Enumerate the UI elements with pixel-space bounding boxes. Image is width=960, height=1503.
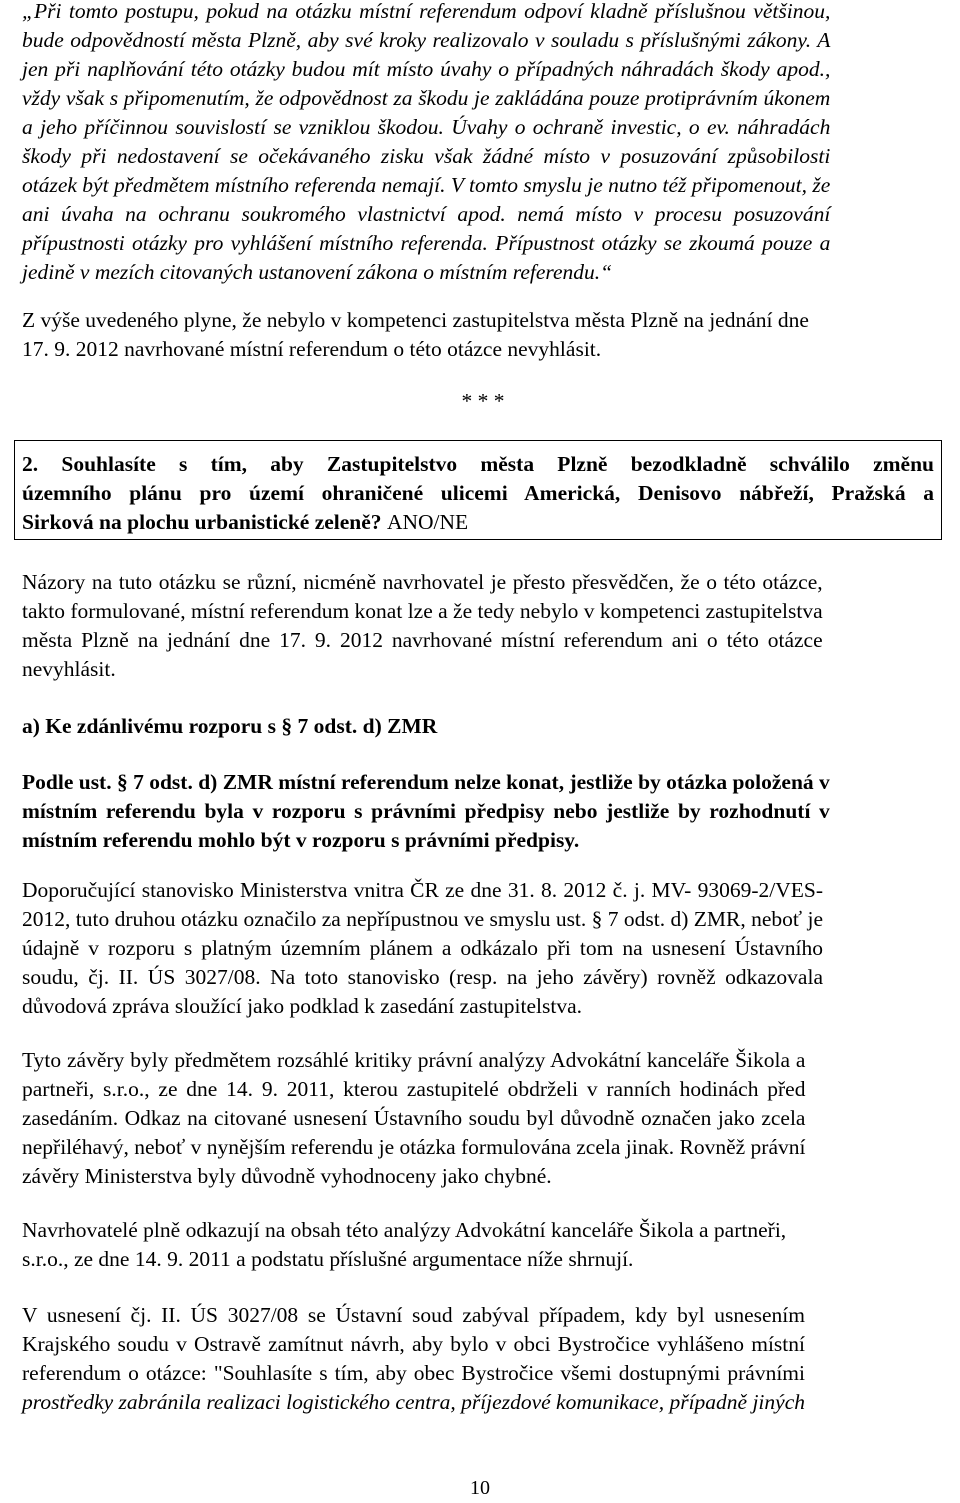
text-line: vždy však s připomenutím, že odpovědnost za škodu je zakládána pouze protiprávním úkonem <box>22 86 831 110</box>
text-line: partneři, s.r.o., ze dne 14. 9. 2011, kterou zastupitelé obdrželi v ranních hodinách před <box>22 1077 806 1101</box>
opinion-paragraph <box>22 568 823 684</box>
text-line: Krajského soudu v Ostravě zamítnut návrh, aby bylo v obci Bystročice vyhlášeno místní <box>22 1332 805 1356</box>
text-line: 2012, tuto druhou otázku označilo za nepřípustnou ve smyslu ust. § 7 odst. d) ZMR, neboť je <box>22 907 823 931</box>
text-line: údajně v rozporu s platným územním plánem a odkázalo při tom na usnesení Ústavního <box>22 936 823 960</box>
referendum-question-box <box>14 440 942 540</box>
text-line: otázek být předmětem místního referenda nemají. V tomto smyslu je nutno též připomenout, že <box>22 173 831 197</box>
text-line: prostředky zabránila realizaci logistického centra, příjezdové komunikace, případně jiných <box>22 1390 805 1414</box>
text-line: V usnesení čj. II. ÚS 3027/08 se Ústavní soud zabýval případem, kdy byl usnesením <box>22 1303 805 1327</box>
question-text: Sirková na plochu urbanistické zeleně? <box>22 510 382 534</box>
section-separator: * * * <box>461 389 505 413</box>
text-line: města Plzně na jednání dne 17. 9. 2012 navrhované místní referendum ani o této otázce <box>22 628 823 652</box>
statute-paragraph <box>22 768 830 855</box>
court-ruling-paragraph <box>22 1301 805 1417</box>
question-answer-options: ANO/NE <box>386 510 469 534</box>
question-line: územního plánu pro území ohraničené ulicemi Americká, Denisovo nábřeží, Pražská a <box>22 481 934 505</box>
question-line: 2. Souhlasíte s tím, aby Zastupitelstvo města Plzně bezodkladně schválilo změnu <box>22 452 934 476</box>
text-line: Tyto závěry byly předmětem rozsáhlé kritiky právní analýzy Advokátní kanceláře Šikola a <box>22 1048 806 1072</box>
quoted-paragraph <box>22 0 830 287</box>
text-line: zasedáním. Odkaz na citované usnesení Ústavního soudu byl důvodně označen jako zcela <box>22 1106 806 1130</box>
text-line: jen při naplňování této otázky budou mít místo úvahy o případných náhradách škody apod., <box>22 57 831 81</box>
ministry-opinion-paragraph <box>22 876 823 1021</box>
text-line: místním referendu byla v rozporu s právními předpisy nebo jestliže by rozhodnutí v <box>22 799 830 823</box>
page-number: 10 <box>470 1477 490 1499</box>
text-line: s.r.o., ze dne 14. 9. 2011 a podstatu příslušné argumentace níže shrnují. <box>22 1247 634 1271</box>
text-line: Podle ust. § 7 odst. d) ZMR místní referendum nelze konat, jestliže by otázka položená v <box>22 770 830 794</box>
section-heading: a) Ke zdánlivému rozporu s § 7 odst. d) ZMR <box>22 714 438 738</box>
text-line: bude odpovědností města Plzně, aby své kroky realizovalo v souladu s příslušnými zákony. A <box>22 28 831 52</box>
text-line: takto formulované, místní referendum konat lze a že tedy nebylo v kompetenci zastupitelstva <box>22 599 823 623</box>
text-line: nevyhlásit. <box>22 657 116 681</box>
text-line: nepřiléhavý, neboť v nynějším referendu je otázka formulována zcela jinak. Rovněž právní <box>22 1135 806 1159</box>
reference-paragraph <box>22 1216 786 1274</box>
text-line: „Při tomto postupu, pokud na otázku místní referendum odpoví kladně příslušnou většinou, <box>22 0 831 23</box>
text-line: jedině v mezích citovaných ustanovení zákona o místním referendu.“ <box>22 260 613 284</box>
text-line: důvodová zpráva sloužící jako podklad k zasedání zastupitelstva. <box>22 994 583 1018</box>
text-line: Z výše uvedeného plyne, že nebylo v kompetenci zastupitelstva města Plzně na jednání dne <box>22 308 809 332</box>
critique-paragraph <box>22 1046 805 1191</box>
text-line: závěry Ministerstva byly důvodně vyhodnoceny jako chybné. <box>22 1164 552 1188</box>
text-line: ani úvaha na ochranu soukromého vlastnictví apod. nemá místo v procesu posuzování <box>22 202 831 226</box>
text-line: Doporučující stanovisko Ministerstva vnitra ČR ze dne 31. 8. 2012 č. j. MV- 93069-2/VES- <box>22 878 823 902</box>
text-line: Názory na tuto otázku se různí, nicméně navrhovatel je přesto přesvědčen, že o této otázce, <box>22 570 823 594</box>
conclusion-paragraph <box>22 306 809 364</box>
text-line: místním referendu mohlo být v rozporu s právními předpisy. <box>22 828 580 852</box>
text-line: referendum o otázce: "Souhlasíte s tím, aby obec Bystročice všemi dostupnými právními <box>22 1361 805 1385</box>
text-line: soudu, čj. II. ÚS 3027/08. Na toto stanovisko (resp. na jeho závěry) rovněž odkazovala <box>22 965 823 989</box>
text-line: přípustnosti otázky pro vyhlášení místního referenda. Přípustnost otázky se zkoumá pouze a <box>22 231 831 255</box>
text-line: a jeho příčinnou souvislostí se vzniklou škodou. Úvahy o ochraně investic, o ev. náhradách <box>22 115 831 139</box>
text-line: škody při nedostavení se očekávaného zisku však žádné místo v posuzování způsobilosti <box>22 144 831 168</box>
text-line: 17. 9. 2012 navrhované místní referendum o této otázce nevyhlásit. <box>22 337 602 361</box>
question-line-final <box>22 508 934 537</box>
text-line: Navrhovatelé plně odkazují na obsah této analýzy Advokátní kanceláře Šikola a partneři, <box>22 1218 787 1242</box>
